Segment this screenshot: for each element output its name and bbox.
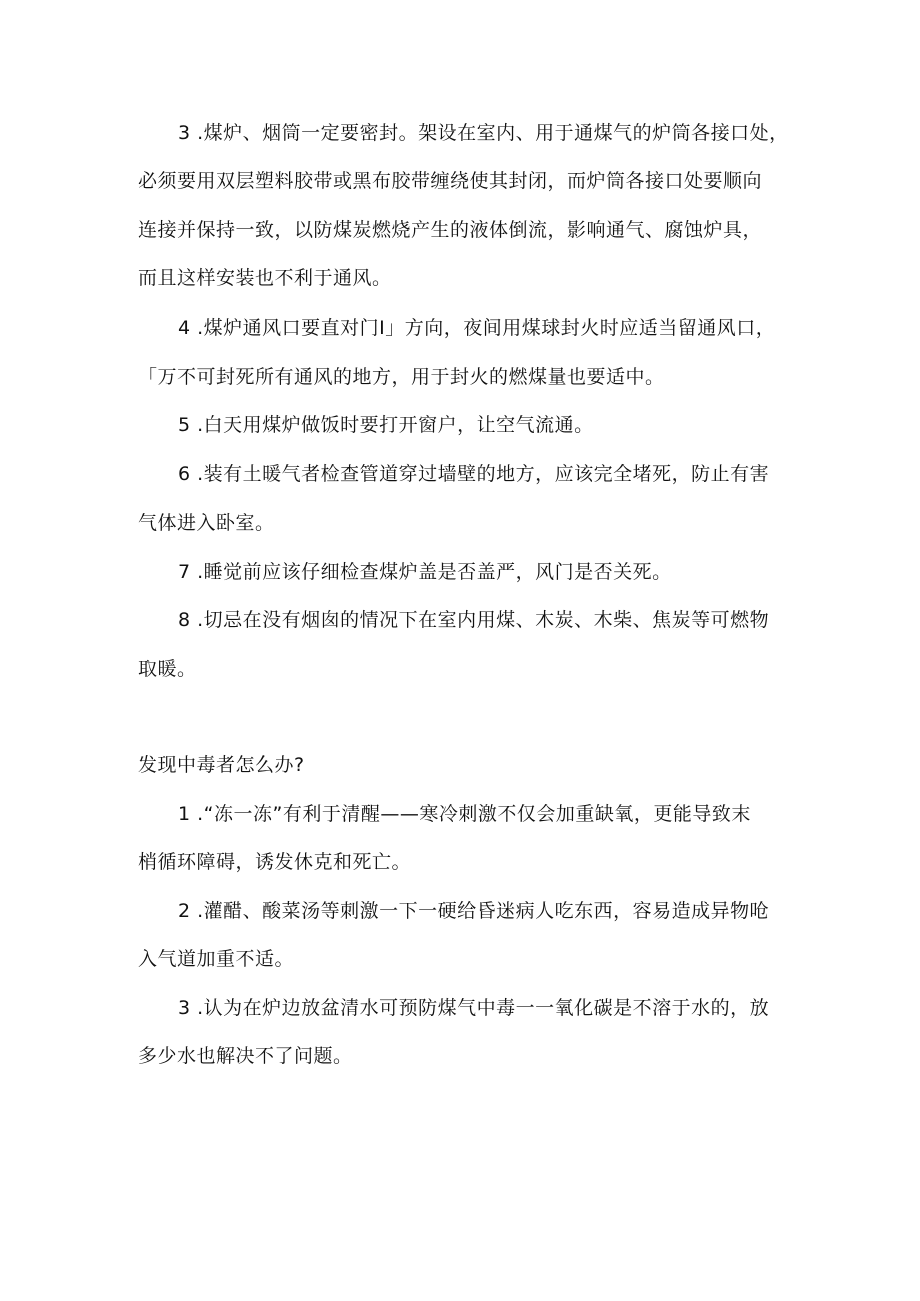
remedy-item-1-line-2: 梢循环障碍，诱发休克和死亡。 — [138, 851, 412, 873]
remedy-item-3-line-1: 3 .认为在炉边放盆清水可预防煤气中毒一一氧化碳是不溶于水的，放 — [178, 997, 770, 1019]
remedy-item-2-line-1: 2 .灌醋、酸菜汤等刺激一下一硬给昏迷病人吃东西，容易造成异物呛 — [178, 900, 770, 922]
item-8-line-2: 取暖。 — [138, 658, 197, 680]
item-8-line-1: 8 .切忌在没有烟囱的情况下在室内用煤、木炭、木柴、焦炭等可燃物 — [178, 609, 770, 631]
remedy-item-1-line-1: 1 .“冻一冻”有利于清醒——寒冷刺激不仅会加重缺氧，更能导致末 — [178, 803, 751, 825]
item-4-line-2: 「万不可封死所有通风的地方，用于封火的燃煤量也要适中。 — [138, 366, 665, 388]
item-5-line-1: 5 .白天用煤炉做饭时要打开窗户，让空气流通。 — [178, 414, 594, 436]
remedy-item-2-line-2: 入气道加重不适。 — [138, 948, 295, 970]
item-4-line-1: 4 .煤炉通风口要直对门I」方向，夜间用煤球封火时应适当留通风口， — [178, 317, 776, 339]
item-3-line-2: 必须要用双层塑料胶带或黑布胶带缠绕使其封闭，而炉筒各接口处要顺向 — [138, 170, 763, 192]
item-6-line-2: 气体进入卧室。 — [138, 512, 275, 534]
item-3-line-1: 3 .煤炉、烟筒一定要密封。架设在室内、用于通煤气的炉筒各接口处， — [178, 122, 789, 144]
item-3-line-4: 而且这样安装也不利于通风。 — [138, 267, 392, 289]
section-heading: 发现中毒者怎么办? — [138, 754, 305, 776]
item-3-line-3: 连接并保持一致，以防煤炭燃烧产生的液体倒流，影响通气、腐蚀炉具， — [138, 219, 763, 241]
item-6-line-1: 6 .装有土暖气者检查管道穿过墙壁的地方，应该完全堵死，防止有害 — [178, 463, 770, 485]
item-7-line-1: 7 .睡觉前应该仔细检查煤炉盖是否盖严，风门是否关死。 — [178, 561, 672, 583]
remedy-item-3-line-2: 多少水也解决不了问题。 — [138, 1045, 353, 1067]
